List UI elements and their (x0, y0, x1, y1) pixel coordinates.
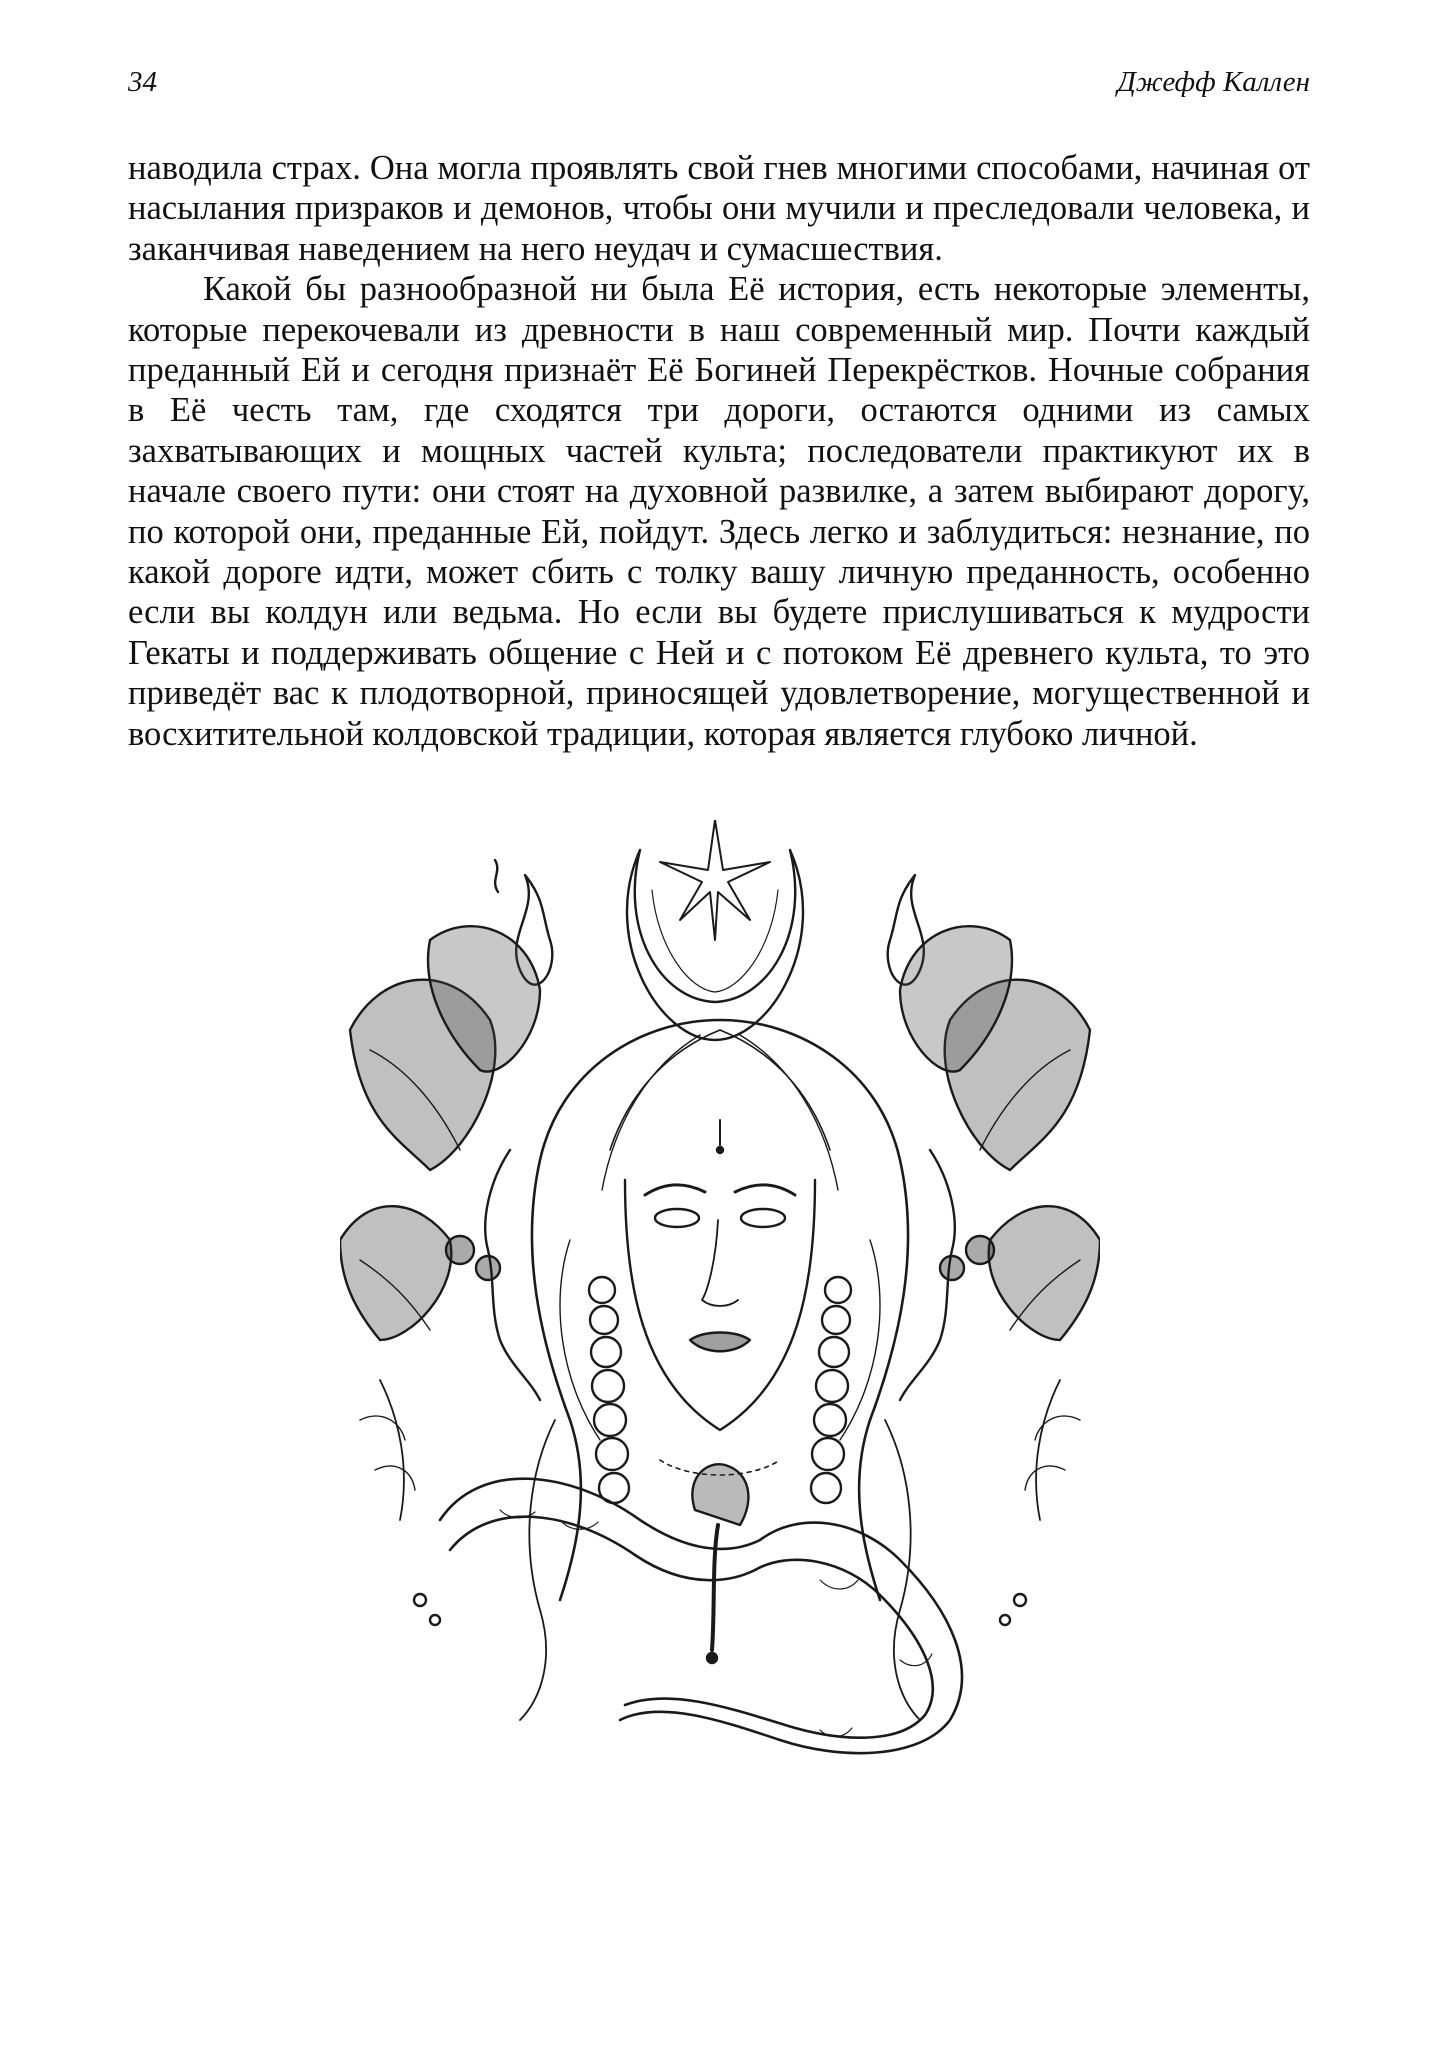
hecate-illustration (340, 820, 1100, 1780)
foliage-lower-left (360, 1380, 440, 1625)
paragraph-crossroads: Какой бы разнообразной ни была Её история, есть некоторые элементы, которые перекочевали из древности в наш современный мир. Почти каждый преданный Ей и сегодня признаёт Её Богиней Перекрёстков. Ночные собрания в Её честь там, где сходятся три дороги, остаются одними из самых захватывающих и мощных частей культа; последователи практикуют их в начале своего пути: они стоят на духовной развилке, а затем выбирают дорогу, по которой они, преданные Ей, пойдут. Здесь легко и заблудиться: незнание, по какой дороге идти, может сбить с толку вашу личную преданность, особенно если вы колдун или ведьма. Но если вы будете прислушиваться к мудрости Гекаты и поддерживать общение с Ней и с потоком Её древнего культа, то это приведёт вас к плодотворной, приносящей удовлетворение, могущественной и восхитительной колдовской традиции, которая является глубоко личной. (128, 270, 1310, 753)
oak-leaves-right-icon (900, 926, 1100, 1340)
serpent (440, 1464, 962, 1753)
right-eye (741, 1209, 785, 1227)
running-head-author: Джефф Каллен (1117, 66, 1310, 98)
pearl-strand-right (811, 1277, 851, 1503)
foliage-lower-right (1000, 1380, 1080, 1625)
paragraph-continuation: наводила страх. Она могла проявлять свой гнев многими способами, начиная от насылания призраков и демонов, чтобы они мучили и преследовали человека, и заканчивая наведением на него неудач и сумасшествия. (128, 149, 1310, 268)
left-eye (655, 1209, 699, 1227)
oak-leaves-left-icon (340, 926, 540, 1340)
body-text (128, 148, 1310, 754)
face (625, 1120, 815, 1430)
page-number: 34 (128, 66, 157, 98)
star-icon (660, 820, 770, 940)
pearl-strand-left (589, 1277, 629, 1503)
crescent-moon-icon (627, 850, 803, 1040)
